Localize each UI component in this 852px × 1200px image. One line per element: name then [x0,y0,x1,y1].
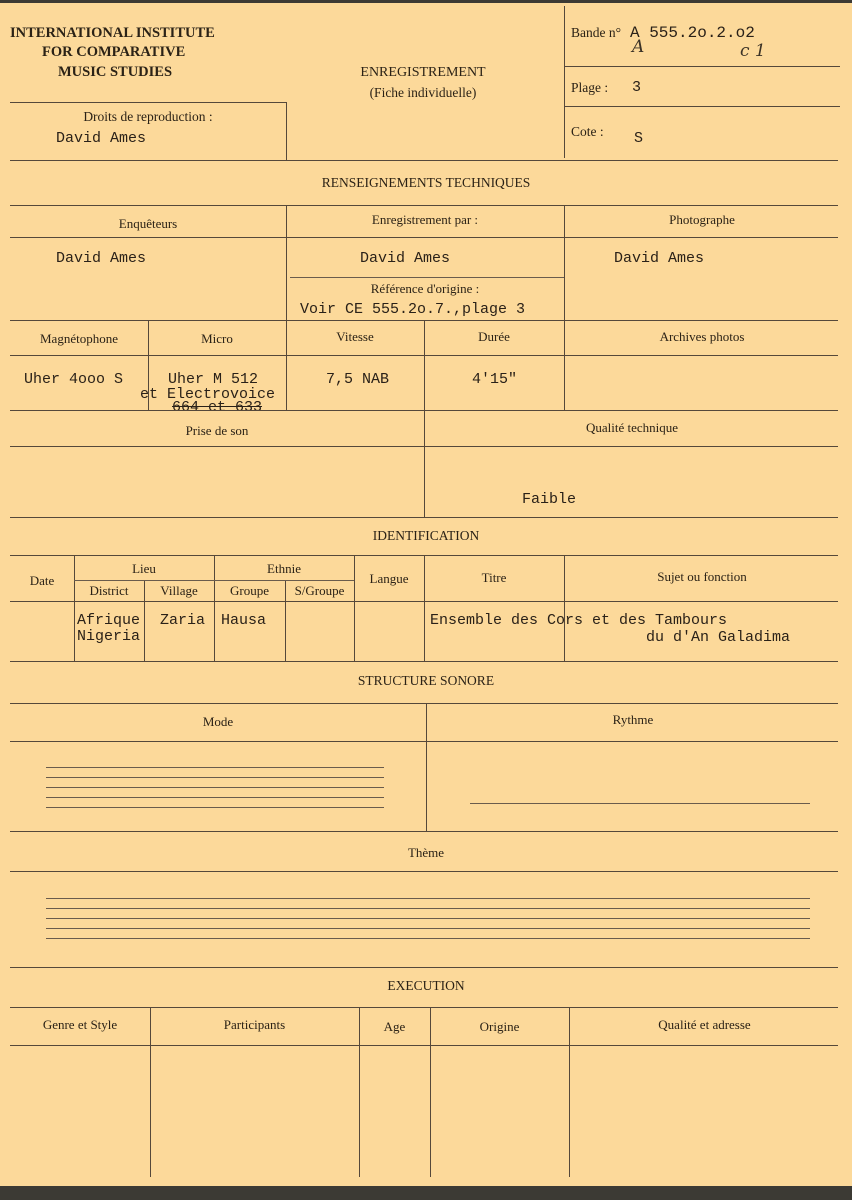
mode-line [46,797,384,798]
district-label: District [89,583,129,598]
divider [564,6,565,158]
institute-line-1: INTERNATIONAL INSTITUTE [10,25,215,41]
reference-label: Référence d'origine : [370,281,480,296]
form-subtitle: (Fiche individuelle) [369,85,477,100]
divider [564,106,840,107]
date-label: Date [29,573,55,588]
divider [286,102,287,160]
theme-label: Thème [407,845,445,860]
age-label: Age [383,1019,406,1034]
reference-value: Voir CE 555.2o.7.,plage 3 [300,301,526,318]
divider [10,967,838,968]
divider [10,517,838,518]
langue-label: Langue [369,571,409,586]
enregistrement-label: Enregistrement par : [371,212,479,227]
origine-label: Origine [479,1019,520,1034]
titre-value-2: du d'An Galadima [646,629,791,646]
titre-value-1: Ensemble des Cors et des Tambours [430,612,728,629]
divider [10,1045,838,1046]
rythme-label: Rythme [612,712,654,727]
divider [10,1007,838,1008]
sgroupe-label: S/Groupe [294,583,345,598]
bande-value: A 555.2o.2.o2 [630,24,755,42]
genre-label: Genre et Style [42,1017,118,1032]
groupe-label: Groupe [230,583,269,598]
section-title-identification: IDENTIFICATION [372,528,480,543]
divider [564,66,840,67]
divider [290,277,564,278]
enqueteurs-value: David Ames [56,250,147,267]
micro-value-1: Uher M 512 [168,371,259,388]
divider [10,160,838,161]
theme-line [46,908,810,909]
mode-label: Mode [202,714,234,729]
archives-label: Archives photos [659,329,745,344]
micro-value-3: 664 et 633 [172,399,263,416]
divider [74,580,354,581]
divider [10,741,838,742]
section-title-execution: EXECUTION [387,978,465,993]
vitesse-label: Vitesse [336,329,374,344]
theme-line [46,898,810,899]
plage-label: Plage : [571,80,609,95]
enregistrement-value: David Ames [360,250,451,267]
titre-label: Titre [481,570,507,585]
divider [10,355,838,356]
bande-handwritten-a: A [632,37,645,57]
village-value: Zaria [160,612,206,629]
divider [569,1007,570,1177]
cote-value: S [634,130,644,147]
divider [150,1007,151,1177]
cote-label: Cote : [571,124,604,139]
bande-handwritten-c1: c 1 [740,41,766,61]
duree-value: 4'15" [472,371,518,388]
divider [10,205,838,206]
theme-line [46,938,810,939]
section-title-structure: STRUCTURE SONORE [357,673,495,688]
micro-value-2: et Electrovoice [140,386,276,403]
divider [10,446,838,447]
mode-line [46,807,384,808]
village-label: Village [160,583,198,598]
photographe-value: David Ames [614,250,705,267]
qualite-technique-value: Faible [522,491,577,508]
groupe-value: Hausa [221,612,267,629]
sujet-label: Sujet ou fonction [657,569,747,584]
vitesse-value: 7,5 NAB [326,371,390,388]
mode-line [46,767,384,768]
rights-label: Droits de reproduction : [83,109,213,124]
institute-line-2: FOR COMPARATIVE [42,44,186,60]
enqueteurs-label: Enquêteurs [118,216,178,231]
participants-label: Participants [223,1017,286,1032]
bande-label: Bande n° [571,25,622,40]
divider [10,102,286,103]
district-value-2: Nigeria [77,628,141,645]
mode-line [46,787,384,788]
qualite-adresse-label: Qualité et adresse [658,1017,751,1032]
magnetophone-label: Magnétophone [40,331,118,346]
ethnie-label: Ethnie [267,561,301,576]
divider [10,601,838,602]
lieu-label: Lieu [132,561,156,576]
divider [424,320,425,517]
photographe-label: Photographe [669,212,735,227]
bottom-edge [0,1186,852,1200]
district-value-1: Afrique [77,612,141,629]
divider [10,703,838,704]
divider [10,831,838,832]
divider [10,237,838,238]
section-title-technique: RENSEIGNEMENTS TECHNIQUES [321,175,531,190]
micro-label: Micro [201,331,233,346]
rights-value: David Ames [56,130,147,147]
form-title: ENREGISTREMENT [360,65,486,80]
divider [10,661,838,662]
theme-line [46,928,810,929]
theme-line [46,918,810,919]
divider [10,871,838,872]
qualite-technique-label: Qualité technique [585,420,679,435]
rythme-line [470,803,810,804]
mode-line [46,777,384,778]
plage-value: 3 [632,79,642,96]
institute-line-3: MUSIC STUDIES [58,64,173,80]
magnetophone-value: Uher 4ooo S [24,371,124,388]
prise-de-son-label: Prise de son [185,423,249,438]
divider [10,410,838,411]
duree-label: Durée [478,329,510,344]
